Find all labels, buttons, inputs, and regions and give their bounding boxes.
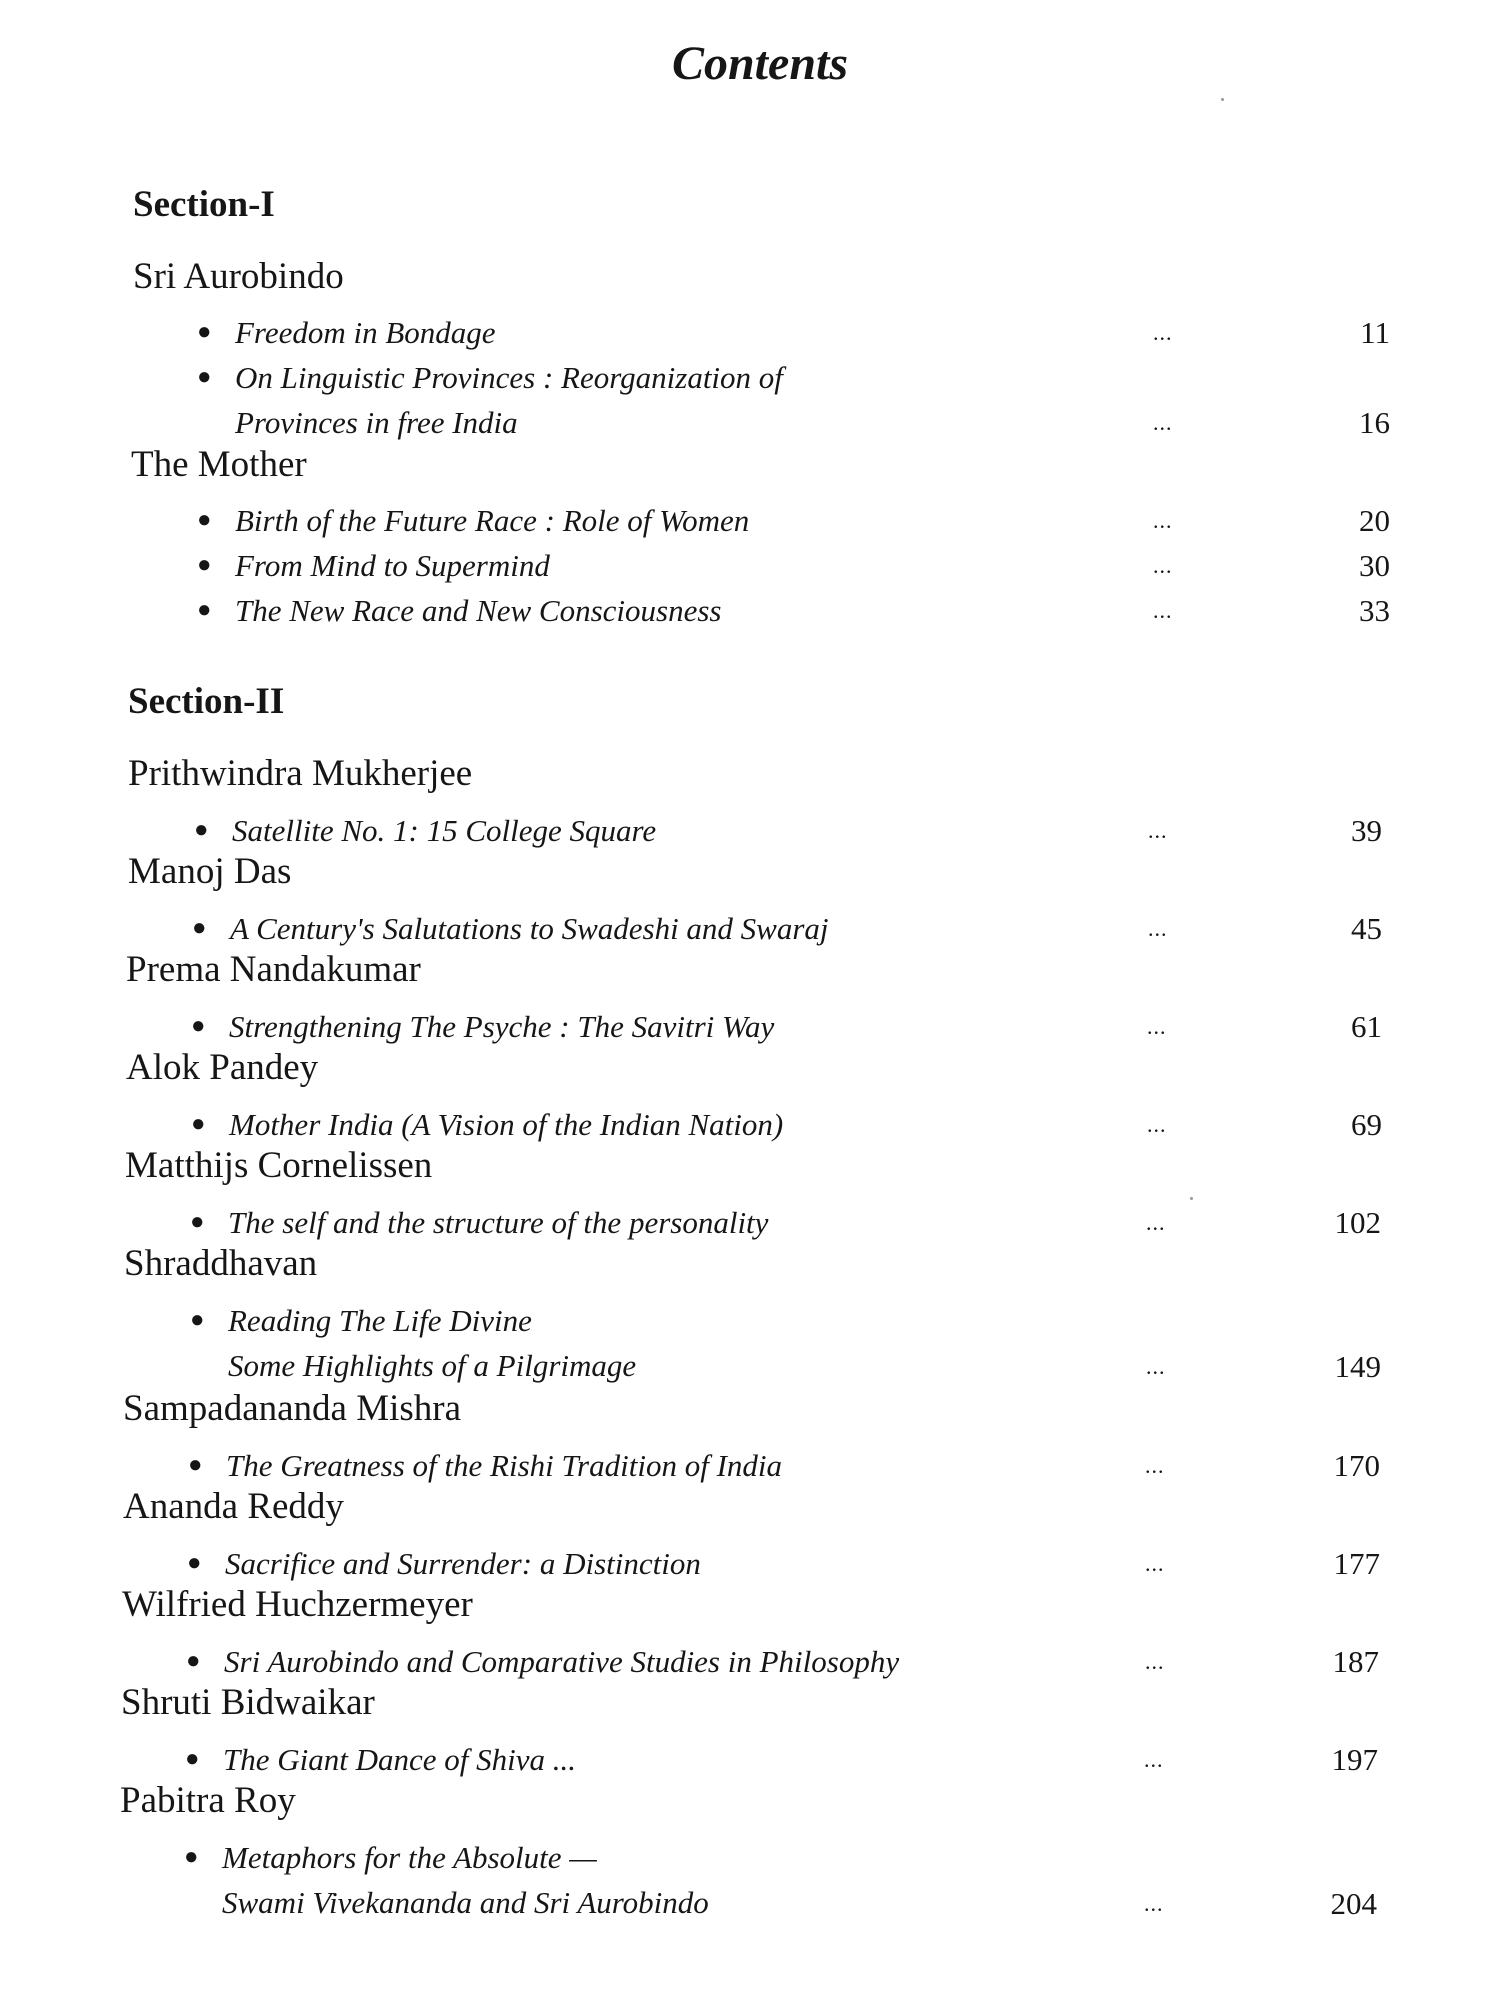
toc-entry[interactable] [197,310,496,355]
scan-speck [1190,1197,1193,1200]
page-number: 204 [1330,1886,1377,1921]
page-number: 187 [1332,1644,1379,1679]
entry-title-line: Provinces in free India [235,405,518,440]
toc-entry[interactable] [184,1835,709,1925]
toc-entry[interactable] [197,588,722,633]
page-number: 177 [1333,1546,1380,1581]
toc-entry[interactable] [197,355,783,445]
entry-title: Freedom in Bondage [235,315,496,350]
page-number: 170 [1333,1448,1380,1483]
entry-title: Mother India (A Vision of the Indian Nation) [229,1107,784,1142]
dot-leader: ... [1153,598,1173,623]
bullet-icon: ● [197,319,212,345]
author-name: Manoj Das [128,851,292,892]
bullet-icon: ● [194,817,209,843]
author-name: Sampadananda Mishra [123,1388,462,1429]
dot-leader: ... [1145,1453,1165,1478]
dot-leader: ... [1153,553,1173,578]
toc-entry[interactable] [188,1443,783,1488]
page-number: 102 [1334,1205,1381,1240]
bullet-icon: ● [185,1746,200,1772]
toc-entry[interactable] [186,1639,900,1684]
toc-entry[interactable] [191,1004,775,1049]
dot-leader: ... [1148,818,1168,843]
entry-title: Sacrifice and Surrender: a Distinction [225,1546,701,1581]
entry-title: The Giant Dance of Shiva ... [223,1742,577,1777]
page-number: 61 [1351,1009,1382,1044]
author-name: Pabitra Roy [120,1780,296,1821]
bullet-icon: ● [191,1013,206,1039]
toc-entry[interactable] [187,1541,701,1586]
page-number: 33 [1359,593,1390,628]
bullet-icon: ● [197,597,212,623]
author-name: Sri Aurobindo [133,256,344,297]
bullet-icon: ● [188,1452,203,1478]
dot-leader: ... [1147,1014,1167,1039]
dot-leader: ... [1153,410,1173,435]
entry-title-line: Metaphors for the Absolute — [222,1840,597,1875]
section-heading: Section-II [128,681,285,722]
bullet-icon: ● [190,1307,205,1333]
page-number: 11 [1360,315,1390,350]
bullet-icon: ● [190,1209,205,1235]
author-name: Prithwindra Mukherjee [128,753,473,794]
author-name: Matthijs Cornelissen [125,1145,433,1186]
author-name: Wilfried Huchzermeyer [122,1584,473,1625]
entry-title: From Mind to Supermind [235,548,550,583]
page-number: 20 [1359,503,1390,538]
dot-leader: ... [1153,508,1173,533]
page-number: 16 [1359,405,1390,440]
scan-speck [1221,98,1224,101]
author-name: Alok Pandey [126,1047,319,1088]
author-name: Prema Nandakumar [126,949,421,990]
dot-leader: ... [1153,320,1173,345]
dot-leader: ... [1148,916,1168,941]
toc-entry[interactable] [191,1102,784,1147]
bullet-icon: ● [192,915,207,941]
author-name: Shraddhavan [124,1243,318,1284]
author-name: The Mother [131,444,307,485]
section-heading: Section-I [133,184,275,225]
bullet-icon: ● [184,1844,199,1870]
dot-leader: ... [1146,1354,1166,1379]
toc-entry[interactable] [197,498,750,543]
bullet-icon: ● [197,507,212,533]
entry-title-line: Some Highlights of a Pilgrimage [228,1348,637,1383]
entry-title-line: On Linguistic Provinces : Reorganization of [235,360,783,395]
author-name: Ananda Reddy [123,1486,344,1527]
entry-title: The New Race and New Consciousness [235,593,722,628]
entry-title-line: Swami Vivekananda and Sri Aurobindo [222,1885,709,1920]
bullet-icon: ● [197,552,212,578]
page-number: 197 [1331,1742,1378,1777]
entry-title: Sri Aurobindo and Comparative Studies in Philosophy [224,1644,900,1679]
page-title: Contents [671,37,849,90]
entry-title: The Greatness of the Rishi Tradition of India [226,1448,783,1483]
toc-entry[interactable] [190,1200,769,1245]
entry-title: Strengthening The Psyche : The Savitri Way [229,1009,775,1044]
entry-title: Satellite No. 1: 15 College Square [232,813,657,848]
toc-entry[interactable] [185,1737,577,1782]
page-number: 39 [1351,813,1382,848]
bullet-icon: ● [187,1550,202,1576]
toc-entry[interactable] [190,1298,637,1388]
dot-leader: ... [1146,1210,1166,1235]
dot-leader: ... [1145,1649,1165,1674]
author-name: Shruti Bidwaikar [121,1682,375,1723]
entry-title: Birth of the Future Race : Role of Women [235,503,750,538]
dot-leader: ... [1144,1747,1164,1772]
entry-title: A Century's Salutations to Swadeshi and Swaraj [230,911,829,946]
page-number: 69 [1351,1107,1382,1142]
page-number: 149 [1334,1349,1381,1384]
entry-title: The self and the structure of the personality [228,1205,769,1240]
toc-entry[interactable] [197,543,550,588]
page-number: 30 [1359,548,1390,583]
page-number: 45 [1351,911,1382,946]
dot-leader: ... [1144,1891,1164,1916]
dot-leader: ... [1145,1551,1165,1576]
toc-entry[interactable] [192,906,829,951]
toc-entry[interactable] [194,808,657,853]
entry-title-line: Reading The Life Divine [228,1303,532,1338]
bullet-icon: ● [186,1648,201,1674]
bullet-icon: ● [191,1111,206,1137]
dot-leader: ... [1147,1112,1167,1137]
bullet-icon: ● [197,364,212,390]
